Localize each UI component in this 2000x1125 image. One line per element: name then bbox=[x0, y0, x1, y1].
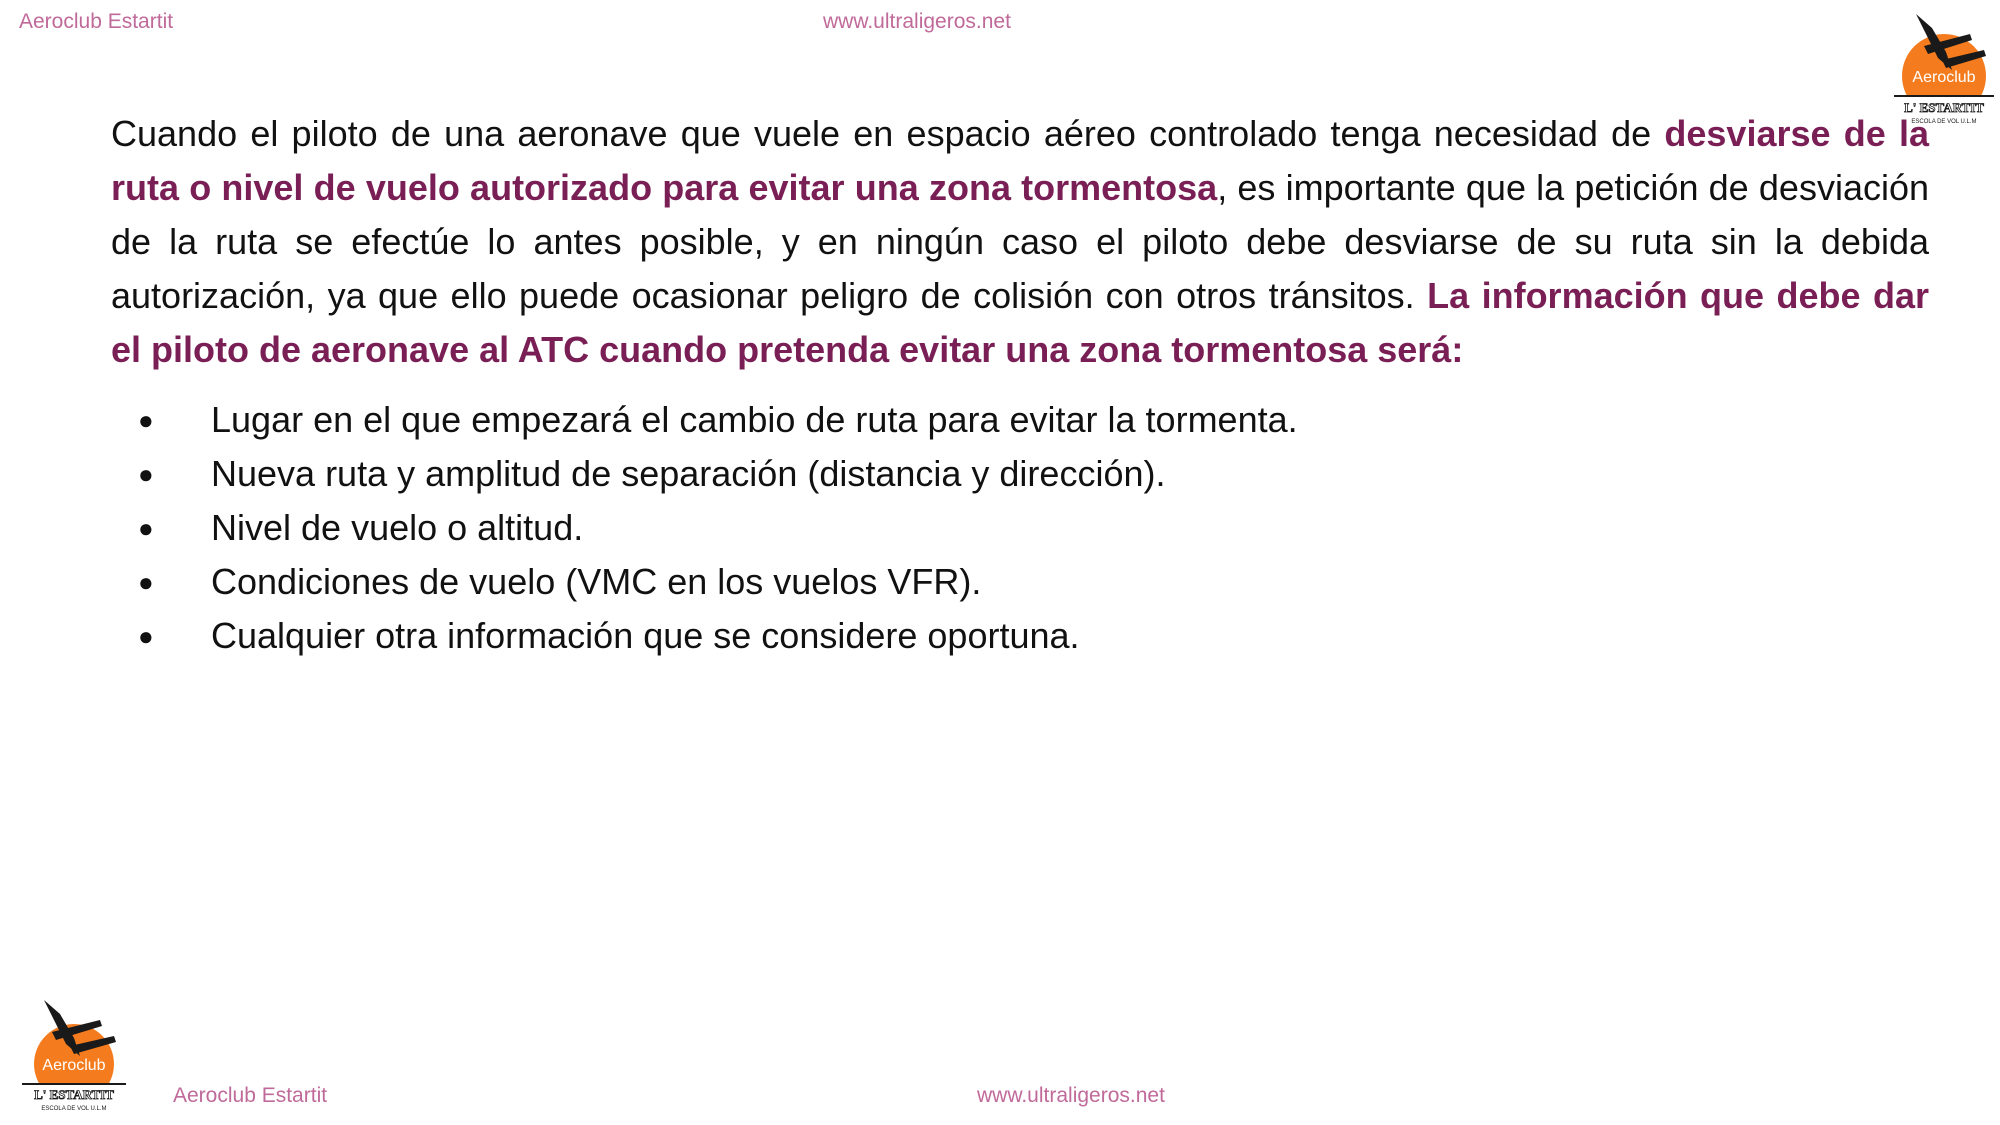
list-item bbox=[111, 555, 1929, 609]
bullet-icon: ● bbox=[138, 621, 154, 651]
bullet-icon: ● bbox=[138, 405, 154, 435]
list-item-text: Nivel de vuelo o altitud. bbox=[211, 507, 584, 548]
paragraph-emphasis-1: desviarse de la ruta o nivel de vuelo autorizado para evitar una zona tormentosa bbox=[111, 113, 1929, 208]
list-item bbox=[111, 393, 1929, 447]
logo-subtitle: L' ESTARTIT bbox=[34, 1087, 114, 1102]
footer-left-text: Aeroclub Estartit bbox=[173, 1084, 328, 1107]
logo-tagline: ESCOLA DE VOL U.L.M bbox=[41, 1106, 107, 1112]
list-item-text: Cualquier otra información que se considere oportuna. bbox=[211, 615, 1080, 656]
list-item-text: Lugar en el que empezará el cambio de ruta para evitar la tormenta. bbox=[211, 399, 1298, 440]
body-paragraph bbox=[111, 107, 1929, 377]
logo-text: Aeroclub bbox=[42, 1057, 106, 1074]
list-item bbox=[111, 501, 1929, 555]
list-item-text: Nueva ruta y amplitud de separación (distancia y dirección). bbox=[211, 453, 1166, 494]
aeroclub-logo-bottom bbox=[18, 992, 134, 1114]
paragraph-emphasis-2: La información que debe dar el piloto de aeronave al ATC cuando pretenda evitar una zona tormentosa será: bbox=[111, 275, 1929, 370]
header-left-text: Aeroclub Estartit bbox=[19, 10, 174, 33]
logo-tagline: ESCOLA DE VOL U.L.M bbox=[1911, 119, 1977, 125]
paragraph-text-1: Cuando el piloto de una aeronave que vuele en espacio aéreo controlado tenga necesidad de bbox=[111, 113, 1665, 154]
bullet-list bbox=[111, 393, 1929, 663]
list-item-text: Condiciones de vuelo (VMC en los vuelos VFR). bbox=[211, 561, 982, 602]
main-content bbox=[111, 107, 1929, 663]
bullet-icon: ● bbox=[138, 459, 154, 489]
paragraph-text-2: , es importante que la petición de desviación de la ruta se efectúe lo antes posible, y en ningún caso el piloto debe desviarse de su ruta sin la debida autorización, ya que ello puede ocasionar peligro de colisión con otros tránsitos. bbox=[111, 167, 1930, 316]
bullet-icon: ● bbox=[138, 567, 154, 597]
list-item bbox=[111, 447, 1929, 501]
logo-text: Aeroclub bbox=[1912, 69, 1976, 86]
header-center-text: www.ultraligeros.net bbox=[823, 10, 1011, 33]
logo-subtitle: L' ESTARTIT bbox=[1904, 100, 1984, 115]
bullet-icon: ● bbox=[138, 513, 154, 543]
list-item bbox=[111, 609, 1929, 663]
footer-center-text: www.ultraligeros.net bbox=[977, 1084, 1165, 1107]
